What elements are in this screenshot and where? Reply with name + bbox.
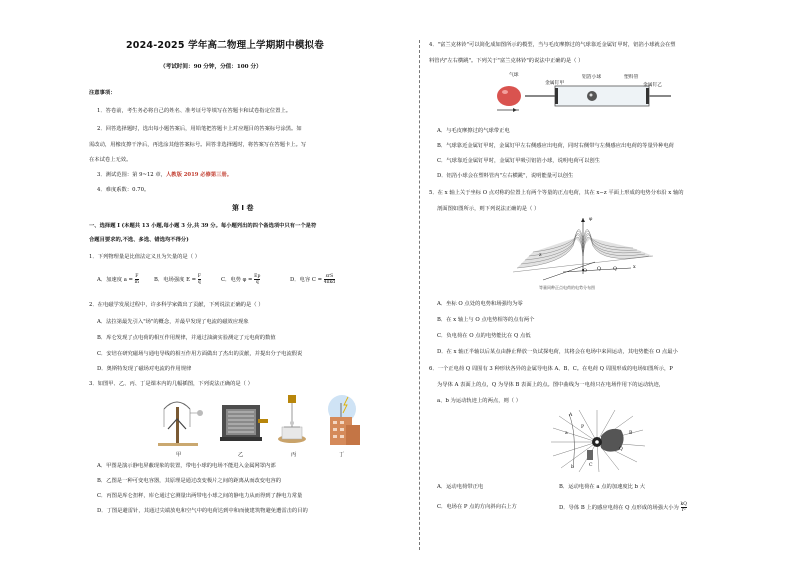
q1-c-label: C．电势 — [221, 277, 241, 283]
q3-stem: 3．如图甲、乙、丙、丁是课本内的几幅插图，下列说法正确的是（ ） — [89, 381, 253, 387]
q6-stem-1: 6．一个正电荷 Q 周围有 3 种形状各异的金属导电体 A、B、C。在电荷 Q 周围形成的电场如图所示，P — [429, 366, 673, 372]
q1-stem: 1．下列物理量是比值法定义且为矢量的是（ ） — [89, 254, 200, 260]
notice-item-2c: 在本试卷上无效。 — [89, 157, 132, 163]
q3-option-c: C．丙图是库仑扭秤，库仑通过它测量出两带电小球之间的静电力从而得到了静电力常量 — [97, 493, 303, 499]
q6-label-c-conductor: C — [589, 463, 593, 468]
q3-option-b: B．乙图是一种可变电容器，其原理是通过改变极片之间的距离从而改变电容的 — [97, 478, 281, 484]
q6-label-q: Q — [619, 447, 623, 452]
q5-option-d: D．在 x 轴正半轴以后某点由静止释放一负试探电荷，其将会在电场中来回运动，其电势能在 O 点最小 — [437, 349, 678, 355]
notice-item-2b: 需改动，用橡皮擦干净后，再选涂其他答案标号。回答非选择题时，将答案写在答题卡上。写 — [89, 142, 307, 148]
q4-stem-1: 4．"富兰克林铃"可以简化成如图所示的模型，当与毛皮摩擦过的气球靠近金属钉甲时，铝箔小球就会在塑 — [429, 42, 676, 48]
q3-label-bing: 丙 — [291, 452, 297, 458]
q1-a-fraction — [135, 274, 139, 285]
q3-label-ding: 丁 — [339, 452, 345, 458]
q5-axis-q1: Q — [597, 267, 601, 272]
q1-d-fraction — [324, 274, 335, 285]
q6-label-b-conductor: B — [629, 431, 633, 436]
q5-option-a: A．坐标 O 点处的电势和场强均为零 — [437, 301, 523, 307]
q2-option-b: B．库仑发现了点电荷的相互作用规律，并通过油滴实验测定了元电荷的数值 — [97, 335, 276, 341]
q1-c-fraction — [254, 274, 260, 285]
q1-c-num: Ep — [254, 274, 261, 279]
notice-item-2: 2．回答选择题时，选出每小题答案后，用铅笔把答题卡上对应题目的答案标号涂黑。如 — [97, 126, 302, 132]
q1-a-sym: a = — [123, 277, 133, 283]
q6-figure — [539, 406, 659, 476]
q1-c-sym: φ = — [242, 277, 253, 283]
q1-b-fraction — [198, 274, 201, 285]
q6-label-point-b: b — [571, 465, 574, 470]
q5-axis-x: x — [633, 265, 636, 270]
q1-a-den: m — [134, 280, 139, 285]
q4-label-tube: 塑料管 — [624, 75, 639, 80]
q5-axis-z: z — [539, 253, 542, 258]
q5-axis-q2: Q — [613, 267, 617, 272]
notice-heading: 注意事项： — [89, 90, 116, 96]
q1-b-label: B．电场强度 — [154, 277, 185, 283]
q6-option-b: B．运动电荷在 a 点的加速度比 b 大 — [559, 484, 646, 490]
q3-figures — [150, 393, 372, 451]
q6-d-num: kQ — [680, 502, 687, 507]
q4-label-balloon: 气球 — [509, 73, 519, 78]
q4-stem-2: 料管内"左右横跳"。下列关于"富兰克林铃"的说法中正确的是（ ） — [429, 58, 584, 64]
section-intro-1: 一、选择题 I (本题共 13 小题,每小题 3 分,共 39 分。每小题列出的四个备选项中只有一个是符 — [89, 223, 317, 229]
notice-item-3 — [97, 172, 232, 179]
q2-option-c: C．安培在研究磁场与通电导线的相互作用方面做出了杰出的贡献，并提出分子电流假说 — [97, 351, 303, 357]
notice-item-3-text: 3．测试范围：第 9~12 章， — [97, 172, 166, 178]
q2-stem: 2．在电磁学发展过程中，许多科学家做出了贡献，下列说法正确的是（ ） — [89, 302, 264, 308]
q1-a-num: F — [135, 274, 139, 279]
q1-d-sym: C = — [311, 277, 323, 283]
q5-axis-phi: φ — [589, 217, 593, 222]
q3-label-yi: 乙 — [238, 452, 244, 458]
q6-stem-3: a、b 为运动轨迹上的两点，则（ ） — [437, 398, 522, 404]
page-title: 2024-2025 学年高二物理上学期期中模拟卷 — [126, 40, 324, 51]
q1-c-den: q — [255, 280, 259, 285]
section-heading: 第 I 卷 — [232, 204, 254, 212]
q6-d-den: r² — [681, 508, 686, 513]
q1-d-den: 4πkd — [323, 280, 336, 285]
q5-figure — [503, 216, 663, 286]
q3-fig-yi — [220, 405, 268, 441]
q3-option-a: A．甲图是演示静电屏蔽现象的装置，带电小球的电场不能进入金属网罩内部 — [97, 463, 276, 469]
q4-option-b: B．气球靠近金属钉甲时，金属钉甲左右侧感应出电荷，同时右侧带与左侧感应出电荷的等量异种电荷 — [437, 143, 674, 149]
q6-label-p: P — [581, 425, 585, 430]
q1-option-c — [221, 274, 260, 285]
q4-option-c: C．气球靠近金属钉甲时，金属钉甲吸引铝箔小球，说明电荷可以创生 — [437, 158, 600, 164]
q2-option-d: D．奥斯特发现了磁场对电流的作用规律 — [97, 366, 192, 372]
q5-stem-1: 5．在 x 轴上关于坐标 O 点对称的位置上有两个等量的正点电荷，其在 x−z 平面上形成的电势分布沿 x 轴的 — [429, 190, 684, 196]
q5-figure-caption: 等量同种正点电荷的电势分布图 — [539, 285, 595, 290]
q5-option-c: C．负电荷在 O 点的电势能比在 Q 点低 — [437, 333, 531, 339]
q1-b-num: F — [197, 274, 201, 279]
section-intro-2: 合题目要求的,不选、多选、错选均不得分) — [89, 237, 189, 243]
q6-d-fraction — [681, 502, 687, 513]
q6-label-point-a: a — [565, 431, 568, 436]
q2-option-a: A．法拉第最先引入"场"的概念，并最早发现了电流的磁效应现象 — [97, 319, 249, 325]
q1-d-num: εrS — [325, 274, 334, 279]
right-column — [419, 0, 794, 562]
q5-stem-2: 剖面图如图所示，则下列说法正确的是（ ） — [437, 206, 540, 212]
q3-option-d: D．丁图是避雷针，其通过尖端放电和空气中的电荷达到中和而使建筑物避免遭雷击的目的 — [97, 508, 308, 514]
q3-fig-jia — [158, 402, 203, 446]
q1-b-den: q — [197, 280, 201, 285]
q6-label-a-conductor: A — [569, 413, 573, 418]
q4-option-d: D．铝箔小球会在塑料管内"左右横跳"，说明能量可以创生 — [437, 173, 574, 179]
page-subtitle: （考试时间：90 分钟，分值：100 分） — [160, 64, 262, 70]
q6-option-a: A．运动电荷带正电 — [437, 484, 484, 490]
scope-highlight: 人教版 2019 必修第三册。 — [165, 172, 233, 178]
q6-option-c: C．电场在 P 点的方向斜向右上方 — [437, 504, 517, 510]
q3-label-jia: 甲 — [176, 452, 182, 458]
q6-option-d — [559, 502, 687, 513]
q6-stem-2: 为导体 A 表面上的点，Q 为导体 B 表面上的点。图中曲线为一电荷只在电场作用下的运动轨迹， — [437, 382, 665, 388]
q1-option-d — [290, 274, 335, 285]
q5-option-b: B．在 x 轴上与 O 点电势相等的点有两个 — [437, 317, 535, 323]
notice-item-4: 4．难度系数：0.70。 — [97, 187, 150, 193]
q1-a-label: A．加速度 — [97, 277, 123, 283]
q4-label-ball: 铝箔小球 — [582, 75, 602, 80]
notice-item-1: 1．答卷前，考生务必将自己的姓名、准考证号等填写在答题卡和试卷指定位置上。 — [97, 108, 292, 114]
q1-d-label: D．电容 — [290, 277, 311, 283]
q6-d-text: D．导体 B 上的感应电荷在 Q 点形成的场强大小为 — [559, 505, 679, 511]
q4-label-nail-a: 金属钉甲 — [545, 81, 565, 86]
q1-option-a — [97, 274, 139, 285]
q3-fig-bing — [278, 395, 306, 443]
q1-option-b — [154, 274, 201, 285]
q5-axis-o: O — [583, 269, 587, 274]
q1-b-sym: E = — [186, 277, 197, 283]
q4-label-nail-b: 金属钉乙 — [643, 83, 663, 88]
q3-fig-ding — [328, 395, 360, 445]
q4-option-a: A．与毛皮摩擦过的气球带正电 — [437, 128, 510, 134]
